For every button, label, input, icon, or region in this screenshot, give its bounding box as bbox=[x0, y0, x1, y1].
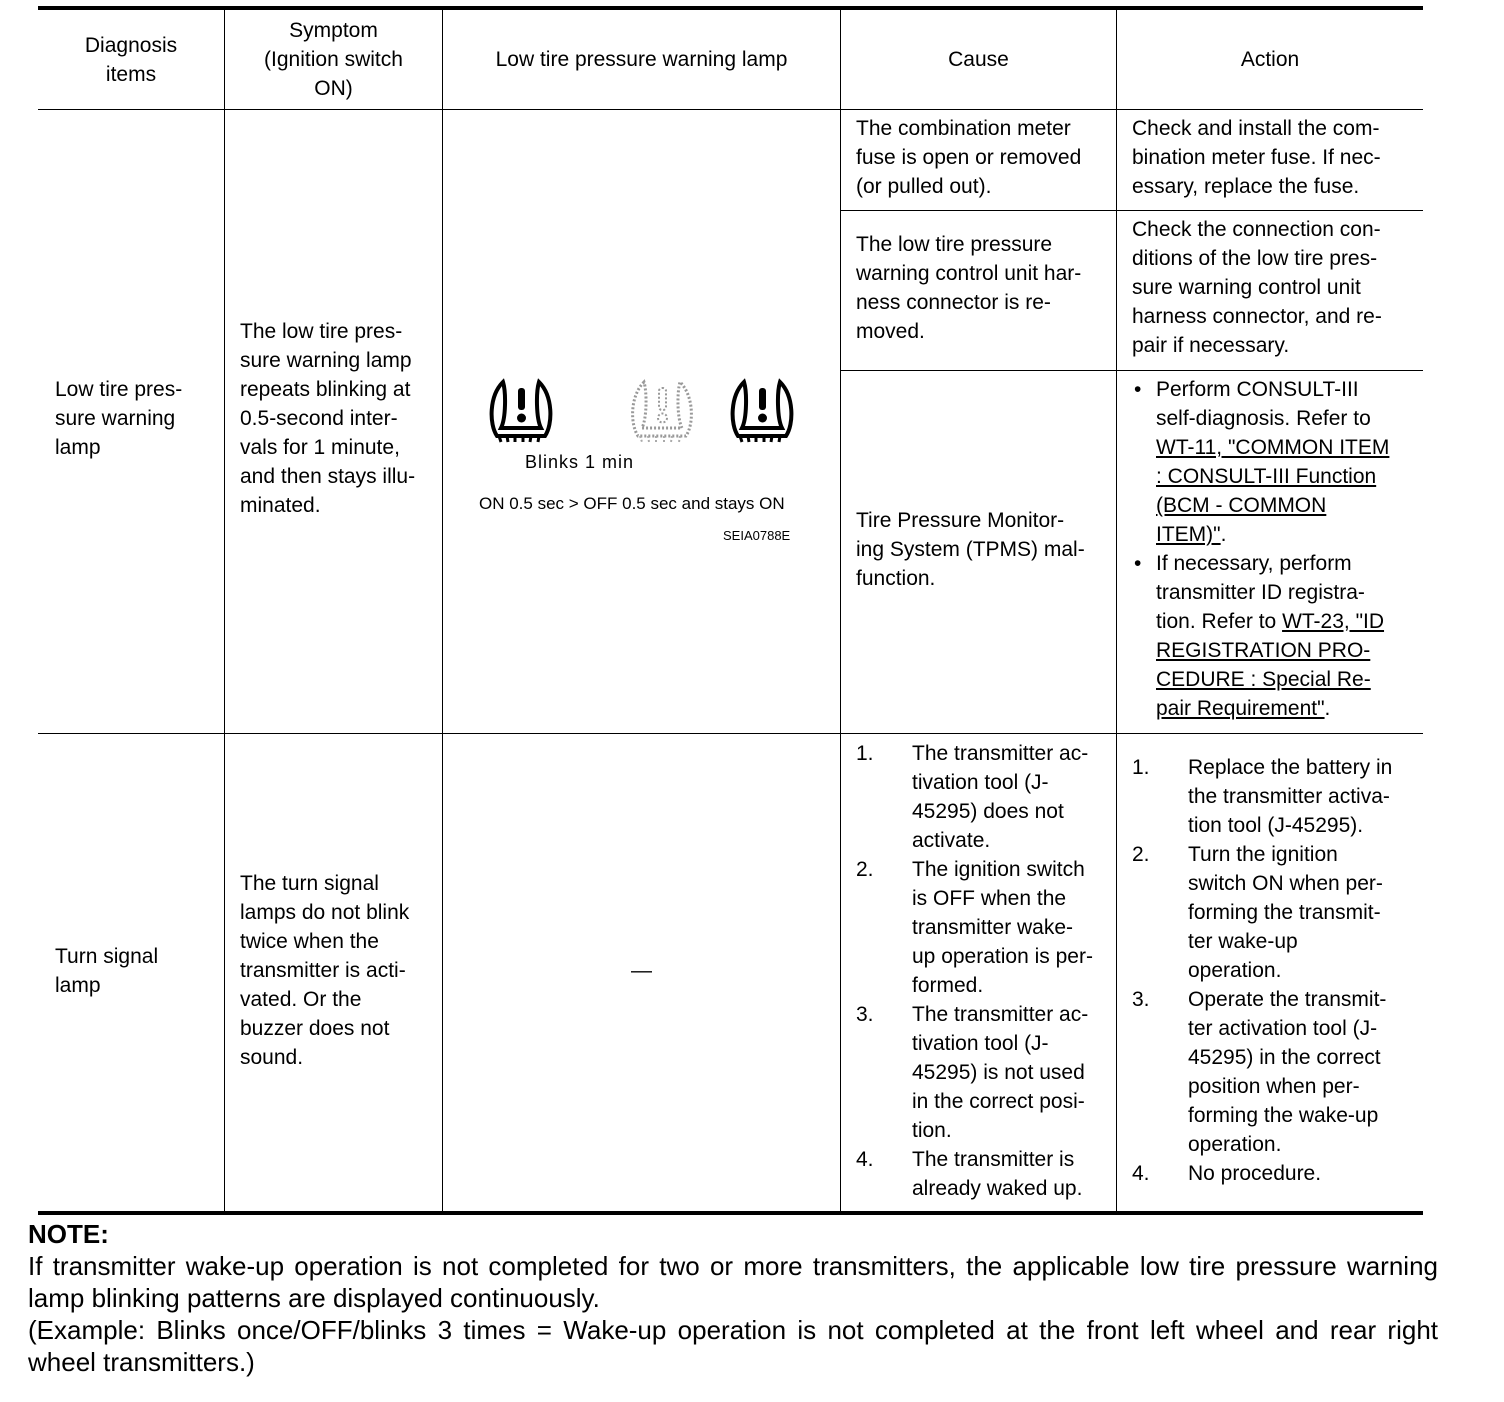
tire-warning-icon-dimmed bbox=[626, 378, 698, 444]
punctuation: . bbox=[1324, 697, 1331, 720]
tire-warning-icon bbox=[726, 378, 798, 444]
pattern-label: ON 0.5 sec > OFF 0.5 sec and stays ON bbox=[479, 494, 785, 513]
header-lamp: Low tire pressure warning lamp bbox=[495, 48, 788, 71]
list-text: The ignition switch is OFF when the transmitter wake- up operation is per- formed. bbox=[912, 858, 1093, 997]
row2-diagnosis-item: Turn signal lamp bbox=[55, 945, 159, 997]
list-text: The transmitter is already waked up. bbox=[912, 1148, 1083, 1200]
cause-numbered-list bbox=[856, 739, 1114, 1203]
list-text: Turn the ignition switch ON when per- forming the transmit- ter wake-up operation. bbox=[1188, 843, 1383, 982]
note-line-1: If transmitter wake-up operation is not completed for two or more transmitters, the applicable low tire pressure warning lamp blinking patterns are displayed continuously. bbox=[28, 1251, 1438, 1313]
action-bullet-list bbox=[1132, 375, 1422, 723]
row1-diagnosis-item: Low tire pres- sure warning lamp bbox=[55, 378, 183, 459]
col-divider-4 bbox=[1116, 10, 1117, 1211]
list-item bbox=[1132, 375, 1422, 549]
row-divider bbox=[38, 733, 1423, 734]
list-item bbox=[1132, 985, 1422, 1159]
list-number: 1. bbox=[856, 742, 874, 765]
wt-11-link[interactable]: WT-11, "COMMON ITEM : CONSULT-III Function (BCM - COMMON ITEM)" bbox=[1156, 436, 1390, 546]
list-number: 2. bbox=[856, 858, 874, 881]
row2-causes bbox=[856, 739, 1114, 1203]
row2-lamp-dash: — bbox=[631, 959, 652, 982]
list-item bbox=[1132, 549, 1422, 723]
list-item bbox=[856, 1000, 1114, 1145]
action-text: If necessary, perform transmitter ID registra- tion. Refer to bbox=[1156, 552, 1365, 633]
row1-action-1: Check and install the com- bination meter fuse. If nec- essary, replace the fuse. bbox=[1132, 117, 1381, 198]
list-item bbox=[1132, 1159, 1422, 1188]
action-text: Perform CONSULT-III self-diagnosis. Refer to bbox=[1156, 378, 1371, 430]
header-symptom: Symptom (Ignition switch ON) bbox=[264, 19, 403, 100]
blinks-label: Blinks 1 min bbox=[525, 452, 635, 472]
wt-23-link[interactable]: WT-23, "ID REGISTRATION PRO- CEDURE : Special Re- pair Requirement" bbox=[1156, 610, 1385, 720]
list-item bbox=[1132, 753, 1422, 840]
col-divider-1 bbox=[224, 10, 225, 1211]
note-section bbox=[28, 1218, 1438, 1378]
list-item bbox=[856, 739, 1114, 855]
row1-action-3 bbox=[1132, 375, 1422, 723]
list-number: 1. bbox=[1132, 756, 1150, 779]
punctuation: . bbox=[1220, 523, 1227, 546]
list-number: 4. bbox=[1132, 1162, 1150, 1185]
list-item bbox=[856, 1145, 1114, 1203]
header-cause: Cause bbox=[948, 48, 1009, 71]
row2-symptom: The turn signal lamps do not blink twice when the transmitter is acti- vated. Or the buzzer does not sound. bbox=[240, 872, 410, 1069]
list-number: 2. bbox=[1132, 843, 1150, 866]
list-text: Operate the transmit- ter activation tool (J- 45295) in the correct position when per- forming the wake-up operation. bbox=[1188, 988, 1387, 1156]
note-line-2: (Example: Blinks once/OFF/blinks 3 times = Wake-up operation is not completed at the front left wheel and rear right wheel transmitters.) bbox=[28, 1315, 1438, 1377]
figure-code: SEIA0788E bbox=[723, 528, 791, 543]
lamp-blink-figure bbox=[443, 110, 840, 733]
tire-warning-icon bbox=[485, 378, 557, 444]
row1-symptom: The low tire pres- sure warning lamp repeats blinking at 0.5-second inter- vals for 1 minute, and then stays illu- minated. bbox=[240, 320, 416, 517]
table-bottom-rule bbox=[38, 1211, 1423, 1215]
list-item bbox=[856, 855, 1114, 1000]
list-text: Replace the battery in the transmitter activa- tion tool (J-45295). bbox=[1188, 756, 1393, 837]
col-divider-3 bbox=[840, 10, 841, 1211]
list-item bbox=[1132, 840, 1422, 985]
bullet: • bbox=[1134, 552, 1142, 575]
action-numbered-list bbox=[1132, 753, 1422, 1188]
header-action: Action bbox=[1240, 48, 1300, 71]
list-text: No procedure. bbox=[1188, 1162, 1322, 1185]
row1-action-2: Check the connection con- ditions of the low tire pres- sure warning control unit harness connector, and re- pair if necessary. bbox=[1132, 218, 1382, 357]
list-number: 4. bbox=[856, 1148, 874, 1171]
list-text: The transmitter ac- tivation tool (J- 45295) does not activate. bbox=[912, 742, 1089, 852]
cause-divider-2 bbox=[840, 370, 1423, 371]
row1-cause-3: Tire Pressure Monitor- ing System (TPMS) mal- function. bbox=[856, 509, 1085, 590]
list-number: 3. bbox=[856, 1003, 874, 1026]
note-title: NOTE: bbox=[28, 1219, 109, 1249]
list-text: The transmitter ac- tivation tool (J- 45295) is not used in the correct posi- tion. bbox=[912, 1003, 1089, 1142]
row1-cause-1: The combination meter fuse is open or removed (or pulled out). bbox=[856, 117, 1082, 198]
bullet: • bbox=[1134, 378, 1142, 401]
row1-cause-2: The low tire pressure warning control unit har- ness connector is re- moved. bbox=[856, 233, 1082, 343]
cause-divider-1 bbox=[840, 210, 1423, 211]
diagnosis-table bbox=[38, 6, 1423, 1216]
row2-actions bbox=[1132, 753, 1422, 1188]
list-number: 3. bbox=[1132, 988, 1150, 1011]
header-diagnosis-items: Diagnosis items bbox=[84, 33, 178, 86]
